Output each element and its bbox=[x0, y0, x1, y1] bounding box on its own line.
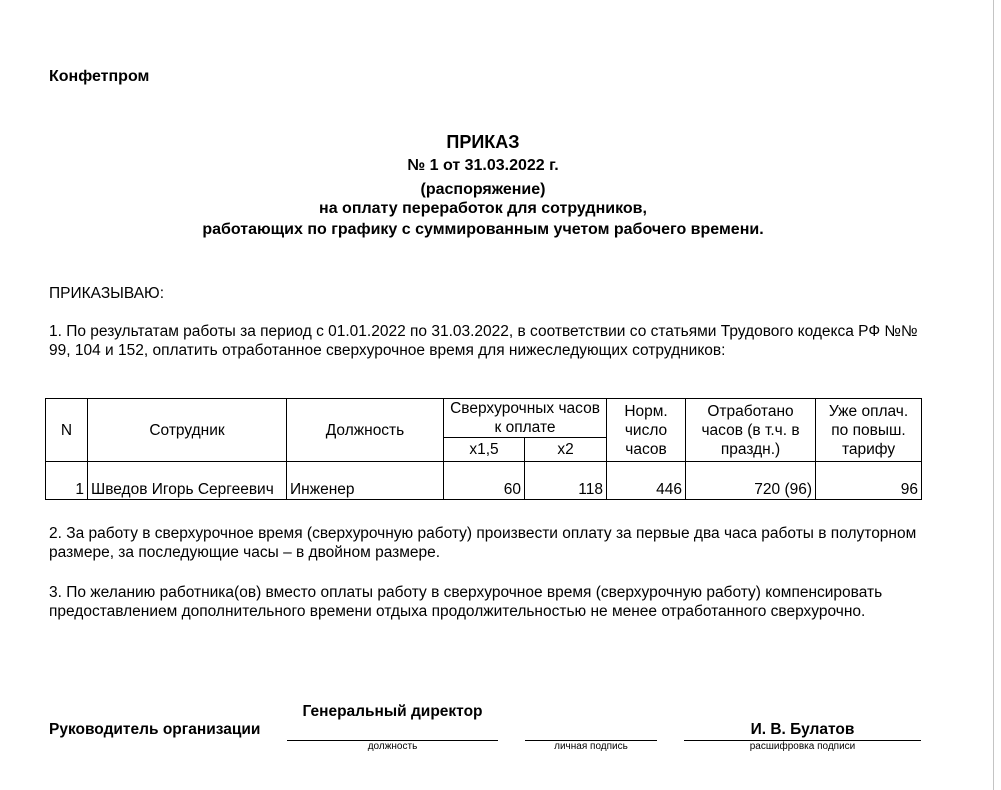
cell-already-paid: 96 bbox=[816, 462, 922, 500]
header-x2: x2 bbox=[525, 438, 607, 462]
caption-name: расшифровка подписи bbox=[749, 741, 856, 752]
signature-label: Руководитель организации bbox=[49, 721, 261, 738]
signature-position-field: Генеральный директор bbox=[287, 703, 498, 741]
cell-x2: 118 bbox=[525, 462, 607, 500]
cell-position: Инженер bbox=[287, 462, 444, 500]
document-subtitle: (распоряжение) bbox=[420, 181, 546, 198]
overtime-table bbox=[45, 398, 922, 500]
cell-x15: 60 bbox=[444, 462, 525, 500]
paragraph-1: 1. По результатам работы за период с 01.01.2022 по 31.03.2022, в соответствии со статьями Трудового кодекса РФ №№ 99, 104 и 152, оплатить отработанное сверхурочное время для нижеследующих сотрудников: bbox=[49, 323, 918, 359]
document-number-date: № 1 от 31.03.2022 г. bbox=[407, 157, 559, 174]
organization-name: Конфетпром bbox=[49, 68, 150, 85]
header-x15: x1,5 bbox=[444, 438, 525, 462]
paragraph-3: 3. По желанию работника(ов) вместо оплаты работу в сверхурочное время (сверхурочную работу) компенсировать предоставлением дополнительного времени отдыха продолжительностью не менее отработанного сверхурочно. bbox=[49, 584, 883, 620]
cell-worked-hours: 720 (96) bbox=[686, 462, 816, 500]
header-norm-hours: Норм. число часов bbox=[607, 399, 686, 462]
document-purpose-line1: на оплату переработок для сотрудников, bbox=[319, 200, 647, 217]
header-position: Должность bbox=[287, 399, 444, 462]
header-already-paid: Уже оплач. по повыш. тарифу bbox=[816, 399, 922, 462]
cell-n: 1 bbox=[46, 462, 88, 500]
document-purpose-line2: работающих по графику с суммированным учетом рабочего времени. bbox=[202, 221, 764, 238]
page-edge-divider bbox=[993, 0, 994, 790]
table-row bbox=[46, 462, 922, 500]
paragraph-2: 2. За работу в сверхурочное время (сверхурочную работу) произвести оплату за первые два часа работы в полуторном размере, за последующие часы – в двойном размере. bbox=[49, 525, 917, 561]
signature-name-field: И. В. Булатов bbox=[684, 703, 921, 741]
header-n: N bbox=[46, 399, 88, 462]
header-worked-hours: Отработано часов (в т.ч. в праздн.) bbox=[686, 399, 816, 462]
caption-position: должность bbox=[367, 741, 418, 752]
orders-label: ПРИКАЗЫВАЮ: bbox=[49, 285, 165, 302]
header-overtime-paid: Сверхурочных часов к оплате bbox=[444, 399, 607, 438]
caption-sign: личная подпись bbox=[554, 741, 628, 752]
cell-norm-hours: 446 bbox=[607, 462, 686, 500]
document-heading: ПРИКАЗ bbox=[446, 132, 520, 152]
signature-sign-field bbox=[525, 703, 657, 741]
cell-employee: Шведов Игорь Сергеевич bbox=[88, 462, 287, 500]
header-employee: Сотрудник bbox=[88, 399, 287, 462]
